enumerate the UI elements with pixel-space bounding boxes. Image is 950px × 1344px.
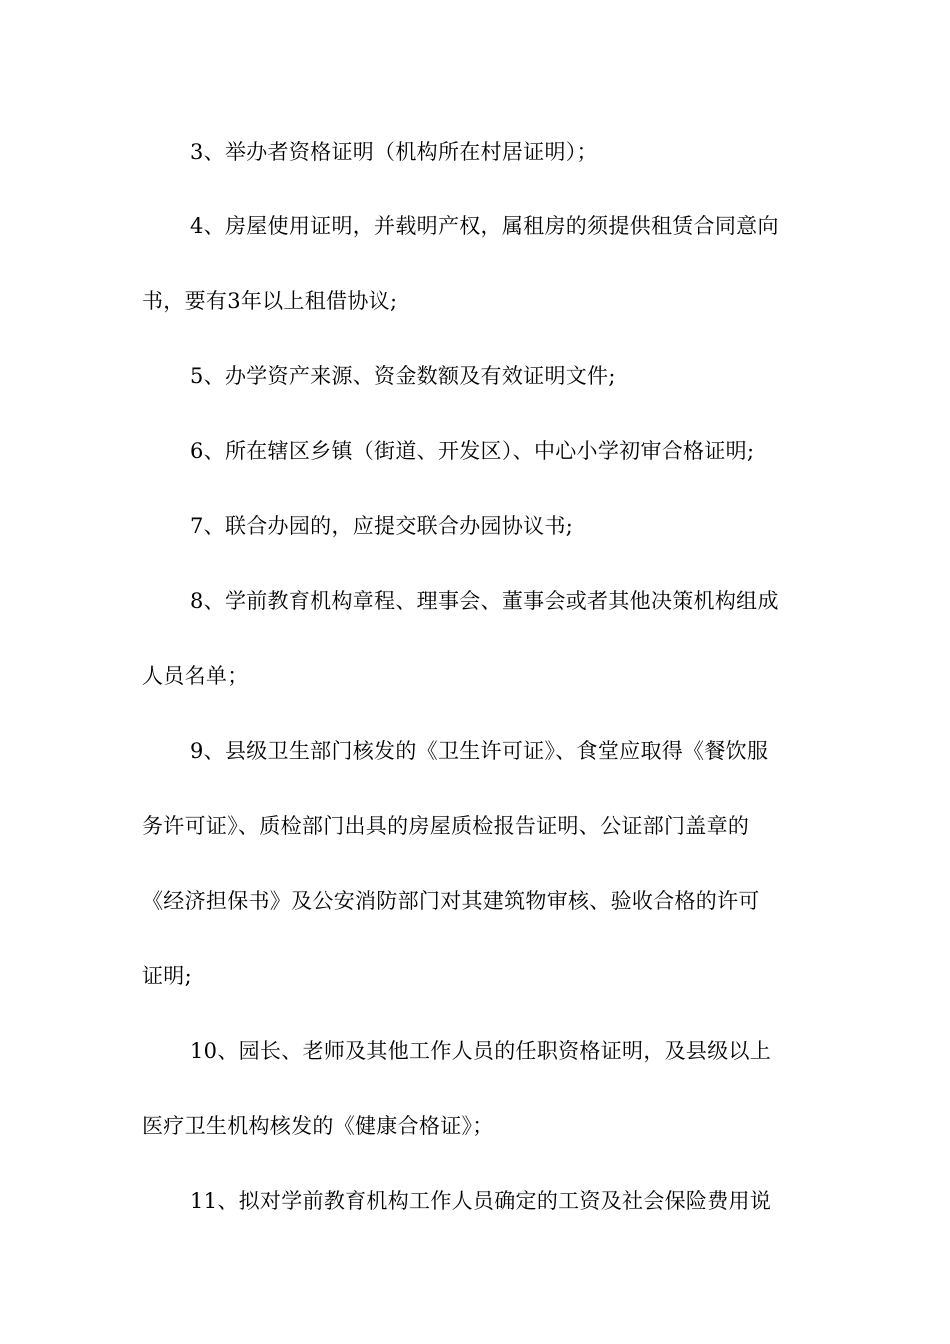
item-9-line-4: 证明; [142,964,192,988]
item-9-line-2: 务许可证》、质检部门出具的房屋质检报告证明、公证部门盖章的 [142,814,750,838]
item-3-line-1: 3、举办者资格证明（机构所在村居证明）； [190,140,598,164]
item-8-line-2: 人员名单； [142,664,249,688]
item-4-line-2: 书，要有3年以上租借协议; [142,289,398,313]
item-5-line-1: 5、办学资产来源、资金数额及有效证明文件; [190,364,616,388]
item-4-line-1: 4、房屋使用证明，并载明产权，属租房的须提供租赁合同意向 [190,214,779,238]
item-9-line-3: 《经济担保书》及公安消防部门对其建筑物审核、验收合格的许可 [142,889,760,913]
item-8-line-1: 8、学前教育机构章程、理事会、董事会或者其他决策机构组成 [190,589,779,613]
item-6-line-1: 6、所在辖区乡镇（街道、开发区）、中心小学初审合格证明; [190,439,755,463]
item-7-line-1: 7、联合办园的，应提交联合办园协议书; [190,514,574,538]
item-11-line-1: 11、拟对学前教育机构工作人员确定的工资及社会保险费用说 [190,1189,772,1213]
item-10-line-1: 10、园长、老师及其他工作人员的任职资格证明，及县级以上 [190,1039,772,1063]
item-9-line-1: 9、县级卫生部门核发的《卫生许可证》、食堂应取得《餐饮服 [190,739,769,763]
item-10-line-2: 医疗卫生机构核发的《健康合格证》； [142,1114,494,1138]
